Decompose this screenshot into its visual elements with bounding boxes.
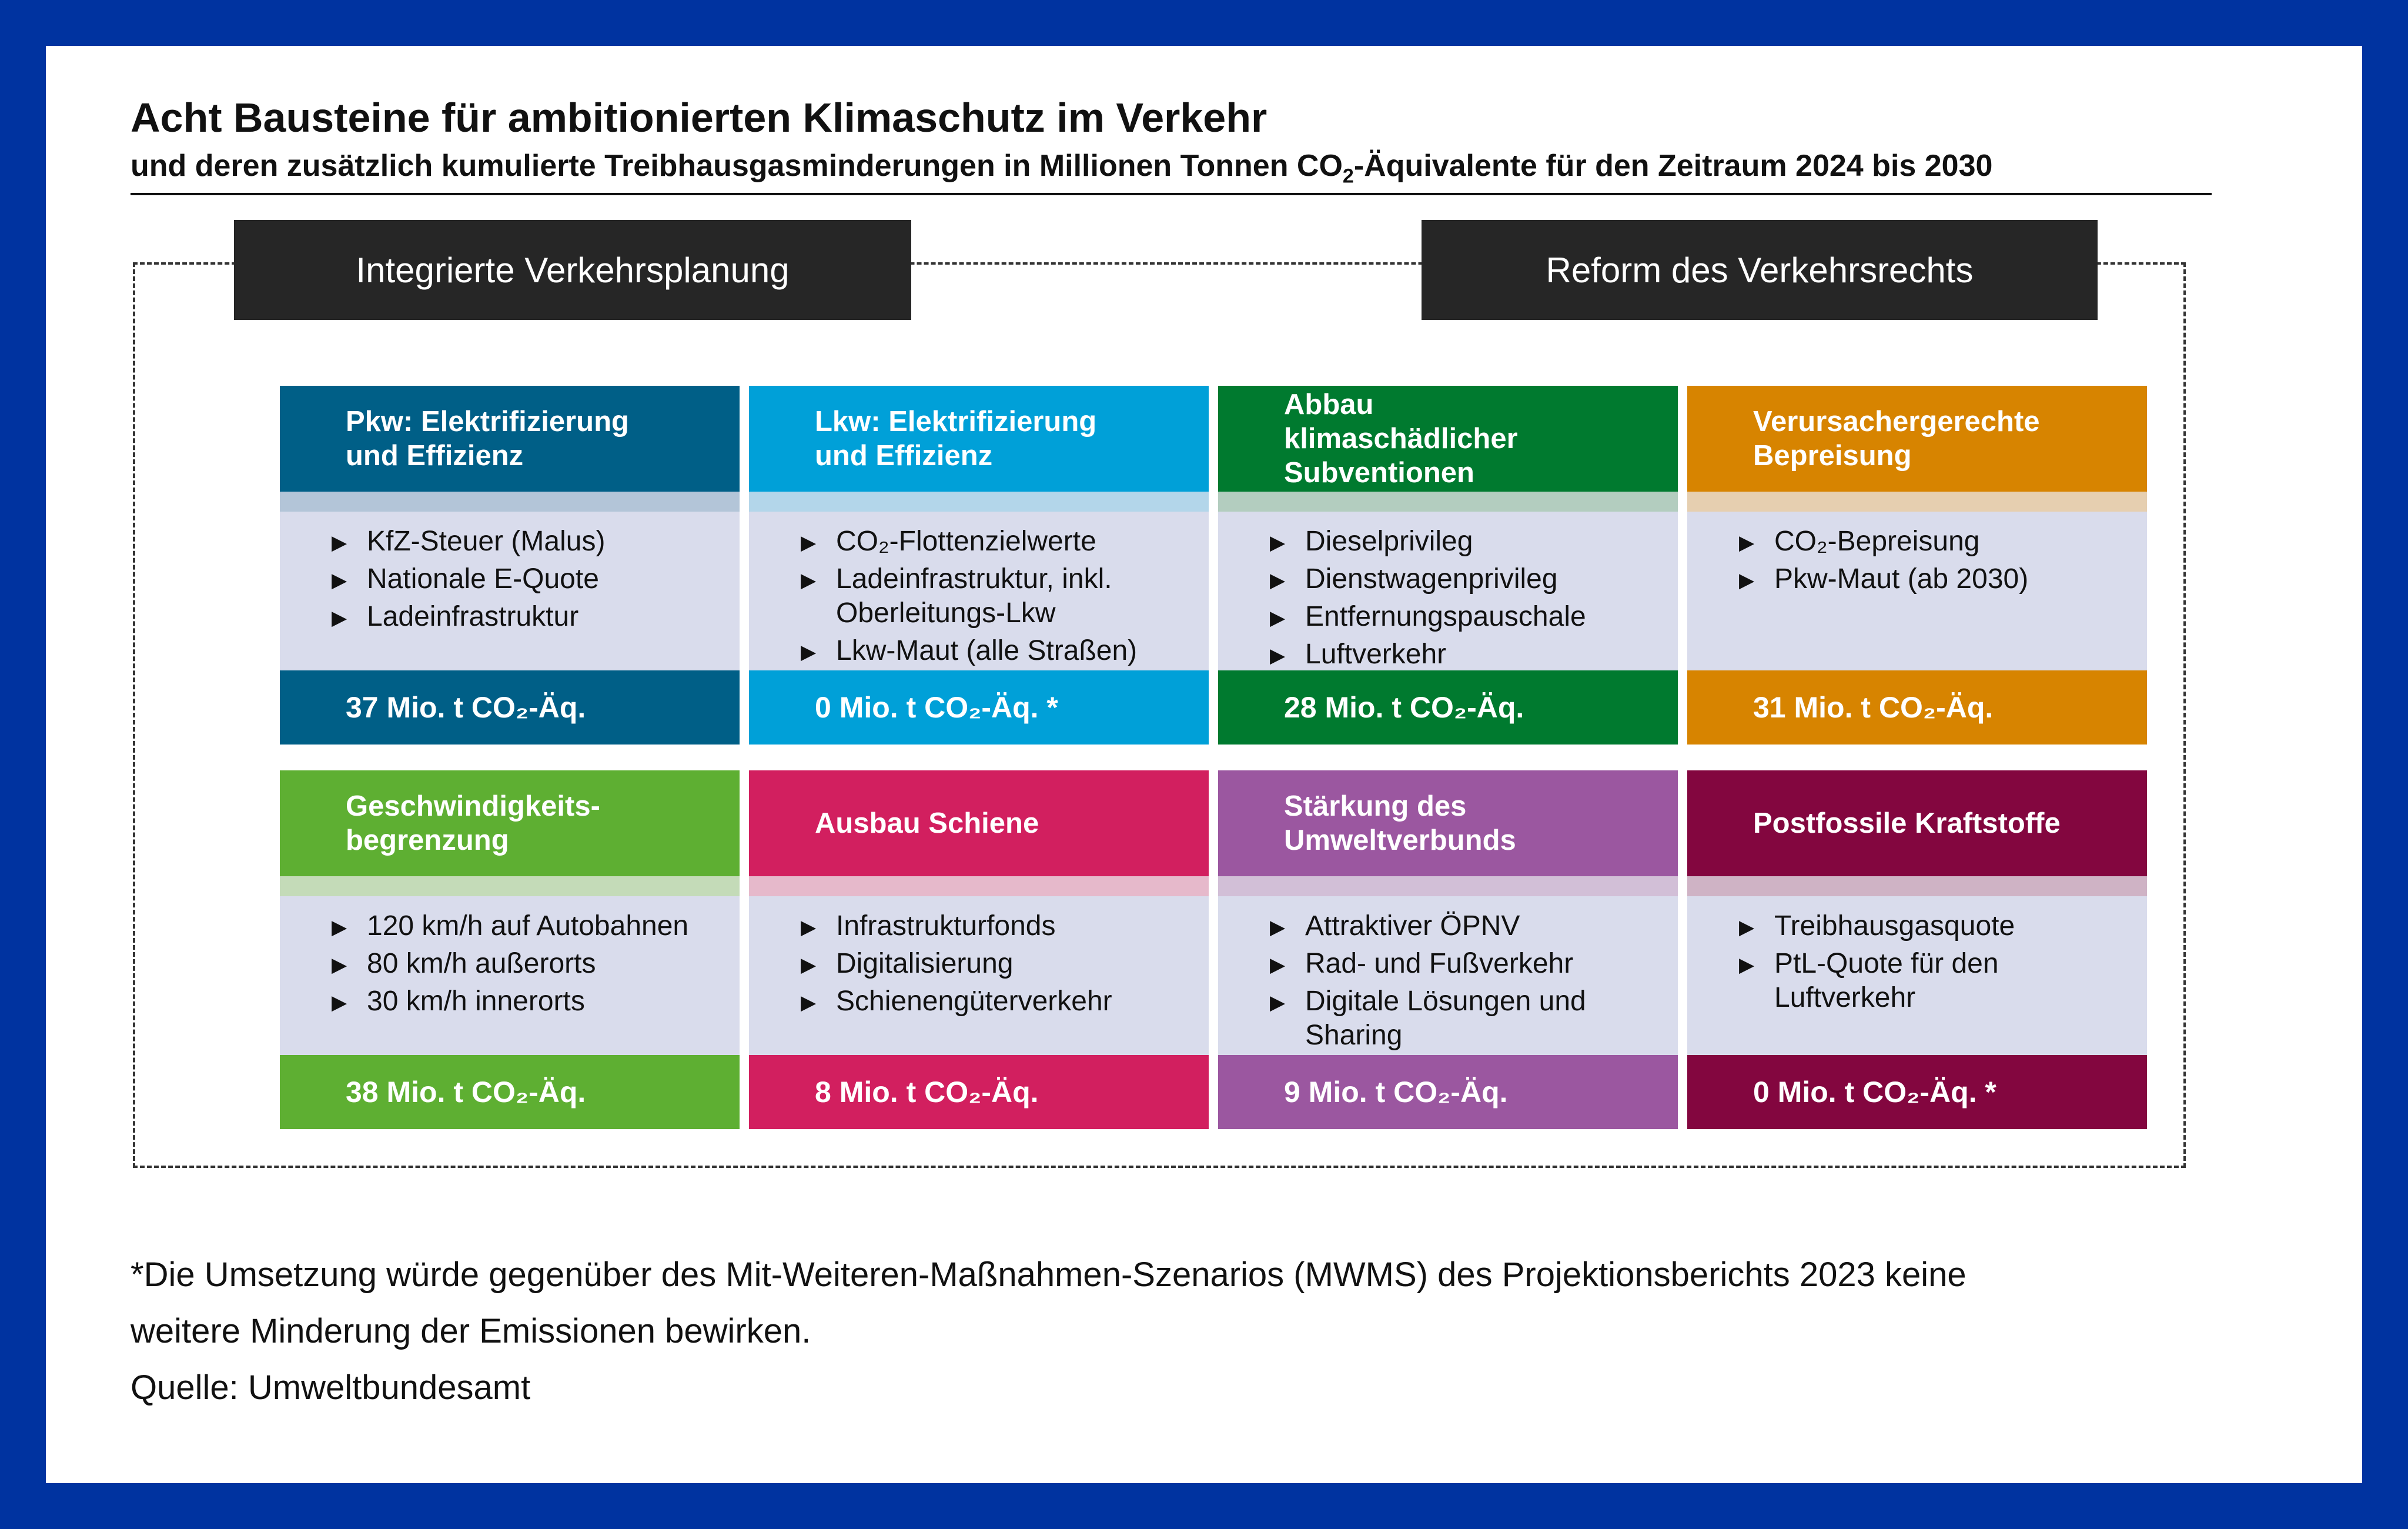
measure-card-reduction-value: 31 Mio. t CO₂-Äq. (1687, 670, 2147, 745)
measure-card-title-text: Ausbau Schiene (815, 807, 1039, 839)
measure-list-item-text: Attraktiver ÖPNV (1305, 910, 1520, 942)
measure-list-item-text: Ladeinfrastruktur (367, 601, 579, 632)
triangle-bullet-icon: ▶ (1270, 645, 1286, 667)
measure-list-item-text: KfZ-Steuer (Malus) (367, 526, 606, 557)
measure-list-item-text: CO₂-Flottenzielwerte (836, 526, 1096, 557)
page-title: Acht Bausteine für ambitionierten Klimaschutz im Verkehr (131, 95, 1267, 141)
measure-card-body (1218, 512, 1678, 670)
measure-list-item (801, 562, 1209, 630)
measure-list-item (1739, 525, 2147, 559)
measure-card-strip (1218, 492, 1678, 512)
measure-card-title-text: Verursachergerechte Bepreisung (1753, 406, 2040, 472)
measure-list (1270, 525, 1678, 672)
measure-list-item (332, 562, 740, 596)
triangle-bullet-icon: ▶ (801, 954, 817, 976)
measure-card-strip (280, 492, 740, 512)
measure-list-item (1739, 562, 2147, 596)
measure-card-title-text: Stärkung des Umweltverbunds (1284, 790, 1516, 856)
measure-list-item-text: Entfernungspauschale (1305, 601, 1586, 632)
measure-card-title-text: Pkw: Elektrifizierung und Effizienz (346, 406, 629, 472)
triangle-bullet-icon: ▶ (1739, 916, 1755, 939)
triangle-bullet-icon: ▶ (801, 916, 817, 939)
measure-card-title (1218, 770, 1678, 876)
footnote-line-2: weitere Minderung der Emissionen bewirken. (131, 1312, 811, 1350)
measure-card-strip (1218, 876, 1678, 896)
measure-card-reduction-value: 28 Mio. t CO₂-Äq. (1218, 670, 1678, 745)
measure-list-item (332, 984, 740, 1019)
triangle-bullet-icon: ▶ (1270, 954, 1286, 976)
measure-card-strip (749, 876, 1209, 896)
measure-card (280, 770, 740, 1129)
triangle-bullet-icon: ▶ (1270, 532, 1286, 554)
measure-list-item (1739, 947, 2147, 1015)
measure-list-item-text: Pkw-Maut (ab 2030) (1774, 563, 2029, 595)
measure-list-item-text: Luftverkehr (1305, 639, 1447, 670)
measure-list (1739, 525, 2147, 596)
measure-card-title-text: Abbau klimaschädlicher Subventionen (1284, 389, 1518, 489)
measure-list-item (1270, 562, 1678, 596)
triangle-bullet-icon: ▶ (332, 532, 347, 554)
measure-card-reduction-value: 8 Mio. t CO₂-Äq. (749, 1055, 1209, 1129)
measure-card (1218, 770, 1678, 1129)
footnote (131, 1247, 2306, 1416)
measure-card (1687, 386, 2147, 745)
measure-list-item-text: Lkw-Maut (alle Straßen) (836, 635, 1138, 666)
measure-card-title-text: Geschwindigkeits-begrenzung (346, 790, 600, 856)
measure-list-item (332, 909, 740, 943)
source-line: Quelle: Umweltbundesamt (131, 1368, 531, 1407)
measure-card-body (1687, 512, 2147, 670)
measure-list-item-text: Dienstwagenprivileg (1305, 563, 1558, 595)
measure-list-item-text: 30 km/h innerorts (367, 986, 585, 1017)
measure-list-item (801, 984, 1209, 1019)
measure-list-item-text: Treibhausgasquote (1774, 910, 2015, 942)
measure-list-item-text: PtL-Quote für den Luftverkehr (1774, 948, 1999, 1013)
measure-card-title (280, 770, 740, 876)
triangle-bullet-icon: ▶ (1270, 916, 1286, 939)
measure-list-item-text: 80 km/h außerorts (367, 948, 596, 979)
group-header-integrierte-verkehrsplanung: Integrierte Verkehrsplanung (234, 220, 911, 320)
measure-card-body (749, 512, 1209, 670)
measure-card-strip (280, 876, 740, 896)
measure-list-item (1270, 947, 1678, 981)
measure-card-title (749, 770, 1209, 876)
measure-list-item-text: 120 km/h auf Autobahnen (367, 910, 689, 942)
measure-list-item (801, 909, 1209, 943)
measure-list-item-text: CO₂-Bepreisung (1774, 526, 1980, 557)
measure-list-item (332, 600, 740, 634)
measure-list-item-text: Rad- und Fußverkehr (1305, 948, 1574, 979)
measure-list-item-text: Schienengüterverkehr (836, 986, 1112, 1017)
measure-card-body (280, 896, 740, 1055)
measure-card-reduction-value: 9 Mio. t CO₂-Äq. (1218, 1055, 1678, 1129)
measure-card-title-text: Postfossile Kraftstoffe (1753, 807, 2061, 839)
footnote-line-1: *Die Umsetzung würde gegenüber des Mit-Weiteren-Maßnahmen-Szenarios (MWMS) des Projektionsberichts 2023 keine (131, 1256, 1966, 1294)
triangle-bullet-icon: ▶ (332, 607, 347, 629)
triangle-bullet-icon: ▶ (1270, 607, 1286, 629)
measure-card-title (1687, 386, 2147, 492)
measure-card-reduction-value: 0 Mio. t CO₂-Äq. * (749, 670, 1209, 745)
measure-list-item (332, 947, 740, 981)
triangle-bullet-icon: ▶ (1270, 569, 1286, 592)
measure-list (801, 909, 1209, 1019)
measure-list-item-text: Infrastrukturfonds (836, 910, 1056, 942)
measure-list (1270, 909, 1678, 1053)
triangle-bullet-icon: ▶ (1739, 954, 1755, 976)
measure-list-item (801, 634, 1209, 668)
measure-card (1687, 770, 2147, 1129)
measure-card (280, 386, 740, 745)
measure-card-reduction-value: 38 Mio. t CO₂-Äq. (280, 1055, 740, 1129)
measure-card-strip (749, 492, 1209, 512)
triangle-bullet-icon: ▶ (332, 569, 347, 592)
measure-list (332, 525, 740, 634)
triangle-bullet-icon: ▶ (801, 569, 817, 592)
measure-card-body (749, 896, 1209, 1055)
measure-card-strip (1687, 876, 2147, 896)
triangle-bullet-icon: ▶ (332, 954, 347, 976)
measure-list (332, 909, 740, 1019)
measure-list-item (332, 525, 740, 559)
measure-list (1739, 909, 2147, 1015)
measure-list-item-text: Ladeinfrastruktur, inkl. Oberleitungs-Lkw (836, 563, 1112, 629)
measure-list-item (1270, 909, 1678, 943)
measure-list (801, 525, 1209, 668)
measure-card (749, 386, 1209, 745)
triangle-bullet-icon: ▶ (801, 532, 817, 554)
measure-card-title-text: Lkw: Elektrifizierung und Effizienz (815, 406, 1097, 472)
measure-card-reduction-value: 37 Mio. t CO₂-Äq. (280, 670, 740, 745)
measure-list-item (801, 525, 1209, 559)
measure-card-title (749, 386, 1209, 492)
measure-card (749, 770, 1209, 1129)
measure-card-body (1218, 896, 1678, 1055)
measure-list-item (1270, 637, 1678, 672)
triangle-bullet-icon: ▶ (801, 991, 817, 1014)
triangle-bullet-icon: ▶ (1739, 532, 1755, 554)
measure-list-item-text: Digitalisierung (836, 948, 1014, 979)
page-subtitle: und deren zusätzlich kumulierte Treibhausgasminderungen in Millionen Tonnen $CO_2$-Äquivalente für den Zeitraum 2024 bis 2030 (131, 149, 1993, 188)
measure-card-title (1218, 386, 1678, 492)
measure-list-item (1270, 525, 1678, 559)
measure-list-item-text: Digitale Lösungen und Sharing (1305, 986, 1586, 1051)
measure-list-item (1739, 909, 2147, 943)
measure-list-item (801, 947, 1209, 981)
measure-list-item (1270, 984, 1678, 1053)
triangle-bullet-icon: ▶ (801, 641, 817, 663)
triangle-bullet-icon: ▶ (332, 991, 347, 1014)
measure-card-title (280, 386, 740, 492)
triangle-bullet-icon: ▶ (1739, 569, 1755, 592)
measure-card-body (280, 512, 740, 670)
triangle-bullet-icon: ▶ (332, 916, 347, 939)
measure-card-reduction-value: 0 Mio. t CO₂-Äq. * (1687, 1055, 2147, 1129)
triangle-bullet-icon: ▶ (1270, 991, 1286, 1014)
measure-list-item (1270, 600, 1678, 634)
measure-list-item-text: Nationale E-Quote (367, 563, 599, 595)
group-header-reform-verkehrsrecht: Reform des Verkehrsrechts (1422, 220, 2098, 320)
title-divider (131, 193, 2212, 195)
measure-list-item-text: Dieselprivileg (1305, 526, 1473, 557)
measure-card-title (1687, 770, 2147, 876)
measure-card-body (1687, 896, 2147, 1055)
measure-card (1218, 386, 1678, 745)
measure-card-strip (1687, 492, 2147, 512)
